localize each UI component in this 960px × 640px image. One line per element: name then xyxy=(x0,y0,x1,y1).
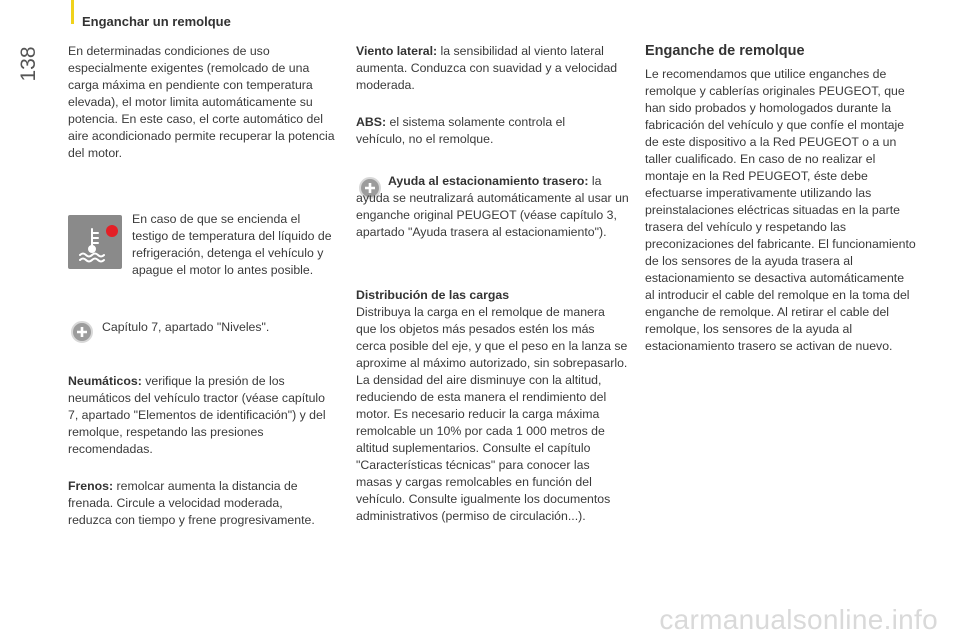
watermark-text: carmanualsonline.info xyxy=(659,604,938,635)
header-accent-bar xyxy=(71,0,74,24)
abs-label: ABS: xyxy=(356,115,387,129)
parking-assist-text: la ayuda se neutralizará automáticamente al usar un enganche original PEUGEOT (véase capítulo 3, apartado "Ayuda trasera al estacionamiento"). xyxy=(356,174,629,239)
tires-paragraph xyxy=(68,373,333,458)
brakes-paragraph xyxy=(68,478,318,529)
intro-paragraph: En determinadas condiciones de uso especialmente exigentes (remolcado de una carga máxima en pendiente con temperatura elevada), el motor limita automáticamente su potencia. En este caso, el corte automático del aire acondicionado permite recuperar la potencia del motor. xyxy=(68,44,335,160)
parking-assist-label: Ayuda al estacionamiento trasero: xyxy=(388,174,589,188)
tow-hitch-text: Le recomendamos que utilice enganches de remolque y cablerías originales PEUGEOT, que han sido probados y homologados durante la fabricación del vehículo y que confíe el montaje de este dispositivo a la Red PEUGEOT o a un taller cualificado. En caso de no realizar el montaje en la Red PEUGEOT, éste debe efectuarse imperativamente utilizando las preinstalaciones eléctricas situadas en la parte trasera del vehículo y respetando las preconizaciones del fabricante. El funcionamiento de los sensores de la ayuda trasera al estacionamiento se desactiva automáticamente al introducir el cable del remolque en la toma del enganche de remolque. Al retirar el cable del remolque, los sensores de la ayuda al estacionamiento trasero se activan de nuevo. xyxy=(645,67,916,353)
tires-label: Neumáticos: xyxy=(68,374,142,388)
brakes-label: Frenos: xyxy=(68,479,114,493)
coolant-note: En caso de que se encienda el testigo de temperatura del líquido de refrigeración, detenga el vehículo y apague el motor lo antes posible. xyxy=(132,212,332,277)
abs-text: el sistema solamente controla el vehículo, no el remolque. xyxy=(356,115,566,146)
tires-text: verifique la presión de los neumáticos del vehículo tractor (véase capítulo 7, apartado "Elementos de identificación") y del remolque, respetando las presiones recomendadas. xyxy=(68,374,326,456)
parking-assist-paragraph xyxy=(356,173,630,241)
page-header-title: Enganchar un remolque xyxy=(82,14,231,29)
load-distribution-title: Distribución de las cargas xyxy=(356,288,510,302)
page-number: 138 xyxy=(17,46,40,82)
wind-label: Viento lateral: xyxy=(356,44,438,58)
coolant-temperature-warning-icon xyxy=(68,215,122,269)
tow-hitch-title: Enganche de remolque xyxy=(645,43,805,59)
abs-paragraph xyxy=(356,114,601,148)
brakes-text: remolcar aumenta la distancia de frenada. Circule a velocidad moderada, reduzca con tiempo y frene progresivamente. xyxy=(68,479,315,527)
wind-paragraph xyxy=(356,43,628,94)
plus-circle-icon xyxy=(71,321,93,343)
load-distribution-text: Distribuya la carga en el remolque de manera que los objetos más pesados estén los más cerca posible del eje, y que el peso en la lanza se aproxime al máximo autorizado, sin sobrepasarlo. La densidad del aire disminuye con la altitud, reduciendo de esta manera el rendimiento del motor. Es necesario reducir la carga máxima remolcable un 10% por cada 1 000 metros de altitud suplementarios. Consulte el capítulo "Características técnicas" para conocer las masas y cargas remolcables en función del vehículo. Consulte igualmente los documentos administrativos (permiso de circulación...). xyxy=(356,305,628,523)
wind-text: la sensibilidad al viento lateral aumenta. Conduzca con suavidad y a velocidad moderada. xyxy=(356,44,618,92)
load-distribution-section xyxy=(356,287,628,525)
levels-reference: Capítulo 7, apartado "Niveles". xyxy=(102,320,270,334)
warning-red-dot xyxy=(106,225,118,237)
